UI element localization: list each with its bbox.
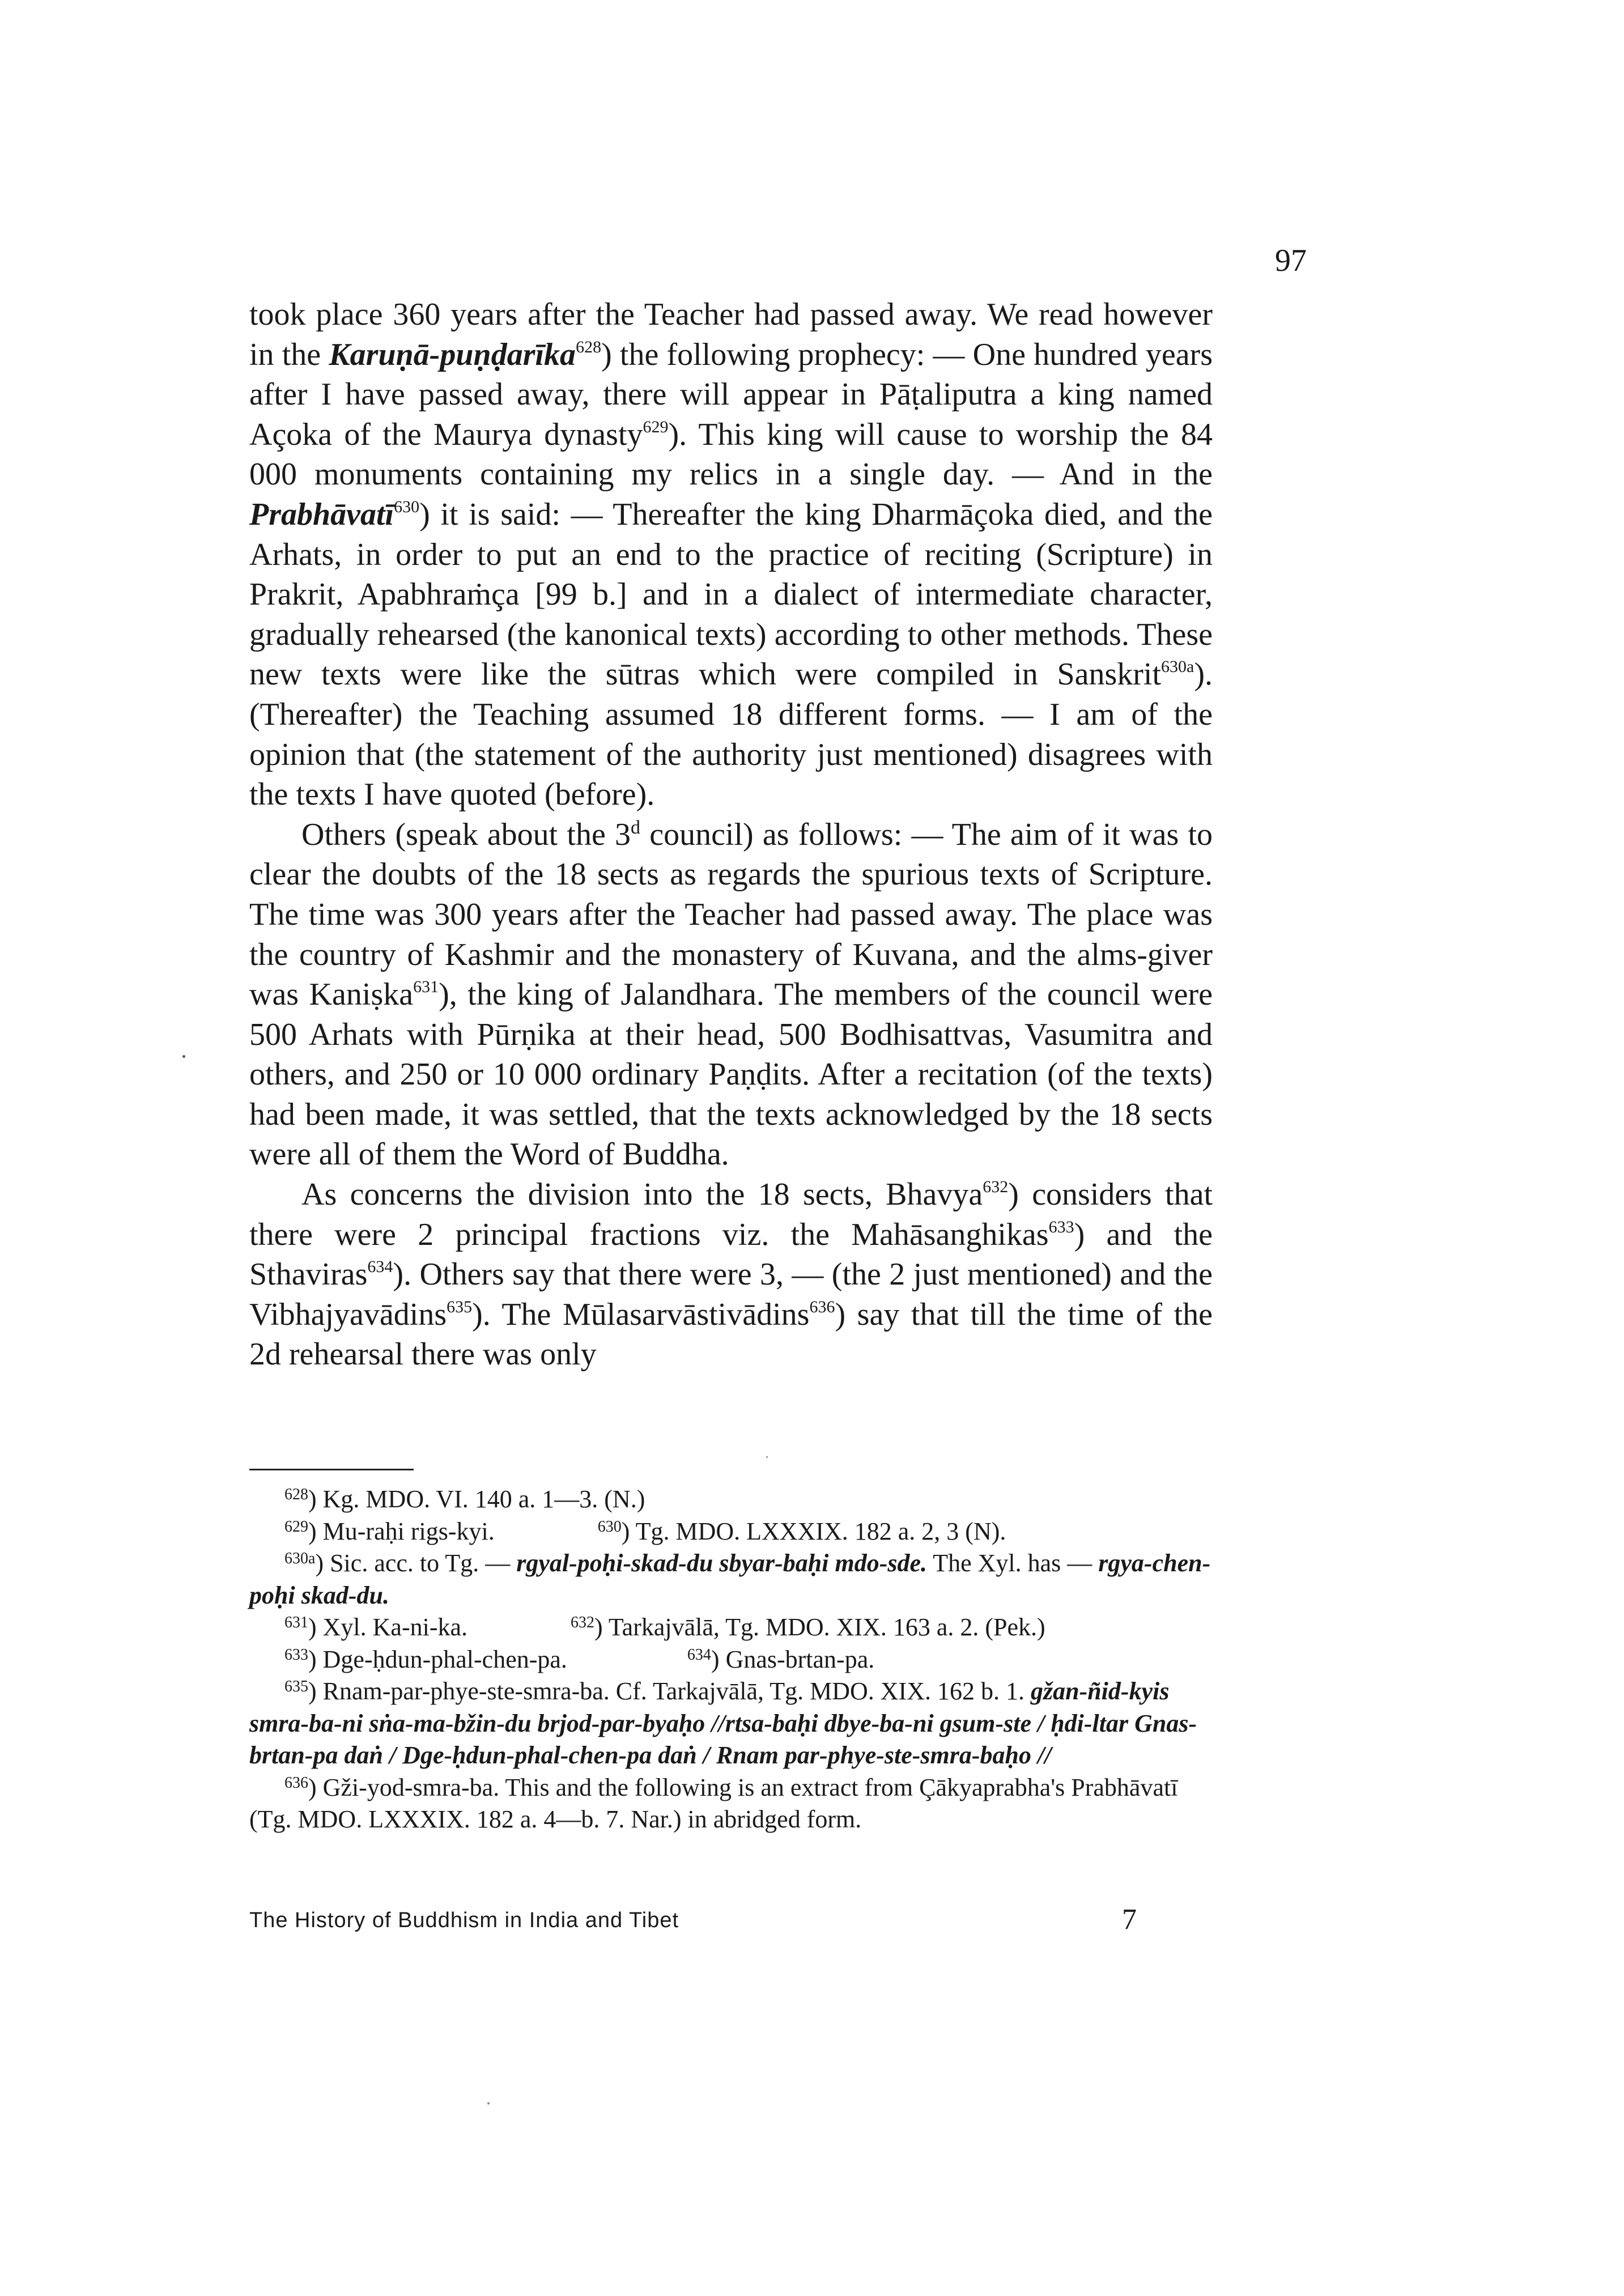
footnote-ref[interactable]: 628 [576,337,602,356]
footnote-ref[interactable]: 630 [394,497,420,516]
footnote-630a: $^{630a}$) Sic. acc. to Tg. — rgyal-poḥi-skad-du sbyar-baḥi mdo-sde. The Xyl. has — rgya-chen-poḥi skad-du. [249,1549,1211,1609]
running-footer [249,1903,1213,1936]
footnote-separator [249,1469,414,1470]
footnote-ref[interactable]: 630a [1161,657,1194,677]
speck [487,2102,490,2104]
speck [182,1055,185,1058]
footnote-629-630: $^{629}$) Mu-raḥi rigs-kyi. $^{630}$) Tg. MDO. LXXXIX. 182 a. 2, 3 (N). [284,1517,1006,1545]
footnote-ref[interactable]: 629 [643,417,669,436]
paragraph-2: Others (speak about the 3$^d$ council) as follows: — The aim of it was to clear the doubts of the 18 sects as regards the spurious texts of Scripture. The time was 300 years after the Teacher had passed away. The place was the country of Kashmir and the monastery of Kuvana, and the alms-giver was Kaniṣka$^{631}$), the king of Jalandhara. The members of the council were 500 Arhats with Pūrṇika at their head, 500 Bodhisattvas, Vasumitra and others, and 250 or 10 000 ordinary Paṇḍits. After a recitation (of the texts) had been made, it was settled, that the texts acknowledged by the 18 sects were all of them the Word of Buddha. [249,817,1213,1172]
footnotes [249,1483,1213,1836]
footnote-ref[interactable]: 636 [809,1297,835,1316]
footnote-631-632: $^{631}$) Xyl. Ka-ni-ka. $^{632}$) Tarkajvālā, Tg. MDO. XIX. 163 a. 2. (Pek.) [284,1613,1045,1641]
footnote-628: $^{628}$) Kg. MDO. VI. 140 a. 1—3. (N.) [284,1485,645,1513]
footnote-ref[interactable]: 632 [983,1177,1009,1197]
page-number: 97 [1275,243,1307,278]
main-text [249,295,1213,1375]
footnote-ref[interactable]: 633 [1048,1217,1074,1236]
speck [766,1456,768,1458]
tibetan-text: rgya-chen-poḥi skad-du. [249,1549,1211,1609]
tibetan-text: rgyal-poḥi-skad-du sbyar-baḥi mdo-sde. [516,1549,927,1577]
ordinal-suffix: d [631,817,641,838]
paragraph-1: took place 360 years after the Teacher had passed away. We read however in the Karuṇā-puṇḍarīka$^{628}$) the following prophecy: — One hundred years after I have passed away, there will appear in Pāṭaliputra a king named Açoka of the Maurya dynasty$^{629}$). This king will cause to worship the 84 000 monuments containing my relics in a single day. — And in the Prabhāvatī$^{630}$) it is said: — Thereafter the king Dharmāçoka died, and the Arhats, in order to put an end to the practice of reciting (Scripture) in Prakrit, Apabhraṁça [99 b.] and in a dialect of intermediate character, gradually rehearsed (the kanonical texts) according to other methods. These new texts were like the sūtras which were compiled in Sanskrit$^{630a}$). (Thereafter) the Teaching assumed 18 different forms. — I am of the opinion that (the statement of the authority just mentioned) disagrees with the texts I have quoted (before). [249,297,1213,813]
footnote-633-634: $^{633}$) Dge-ḥdun-phal-chen-pa. $^{634}$) Gnas-brtan-pa. [284,1645,875,1673]
footnote-ref[interactable]: 635 [447,1297,473,1316]
signature-mark: 7 [1122,1903,1137,1936]
work-title: Karuṇā-puṇḍarīka [329,337,576,372]
footnote-636: $^{636}$) Gži-yod-smra-ba. This and the following is an extract from Çākyaprabha's Prabhāvatī (Tg. MDO. LXXXIX. 182 a. 4—b. 7. Nar.) in abridged form. [249,1773,1178,1833]
tibetan-text: gžan-ñid-kyis smra-ba-ni sṅa-ma-bžin-du brjod-par-byaḥo //rtsa-baḥi dbye-ba-ni gsum-ste / ḥdi-ltar Gnas-brtan-pa daṅ / Dge-ḥdun-phal-chen-pa daṅ / Rnam par-phye-ste-smra-baḥo // [249,1677,1197,1769]
running-title: The History of Buddhism in India and Tibet [249,1908,679,1932]
footnote-ref[interactable]: 631 [413,977,439,997]
paragraph-3: As concerns the division into the 18 sects, Bhavya$^{632}$) considers that there were 2 principal fractions viz. the Mahāsanghikas$^{633}$) and the Sthaviras$^{634}$). Others say that there were 3, — (the 2 just mentioned) and the Vibhajyavādins$^{635}$). The Mūlasarvāstivādins$^{636}$) say that till the time of the 2d rehearsal there was only [249,1177,1213,1372]
footnote-ref[interactable]: 634 [367,1257,393,1277]
footnote-635: $^{635}$) Rnam-par-phye-ste-smra-ba. Cf. Tarkajvālā, Tg. MDO. XIX. 162 b. 1. gžan-ñid-kyis smra-ba-ni sṅa-ma-bžin-du brjod-par-byaḥo //rtsa-baḥi dbye-ba-ni gsum-ste / ḥdi-ltar Gnas-brtan-pa daṅ / Dge-ḥdun-phal-chen-pa daṅ / Rnam par-phye-ste-smra-baḥo // [249,1677,1197,1769]
work-title: Prabhāvatī [249,496,394,532]
